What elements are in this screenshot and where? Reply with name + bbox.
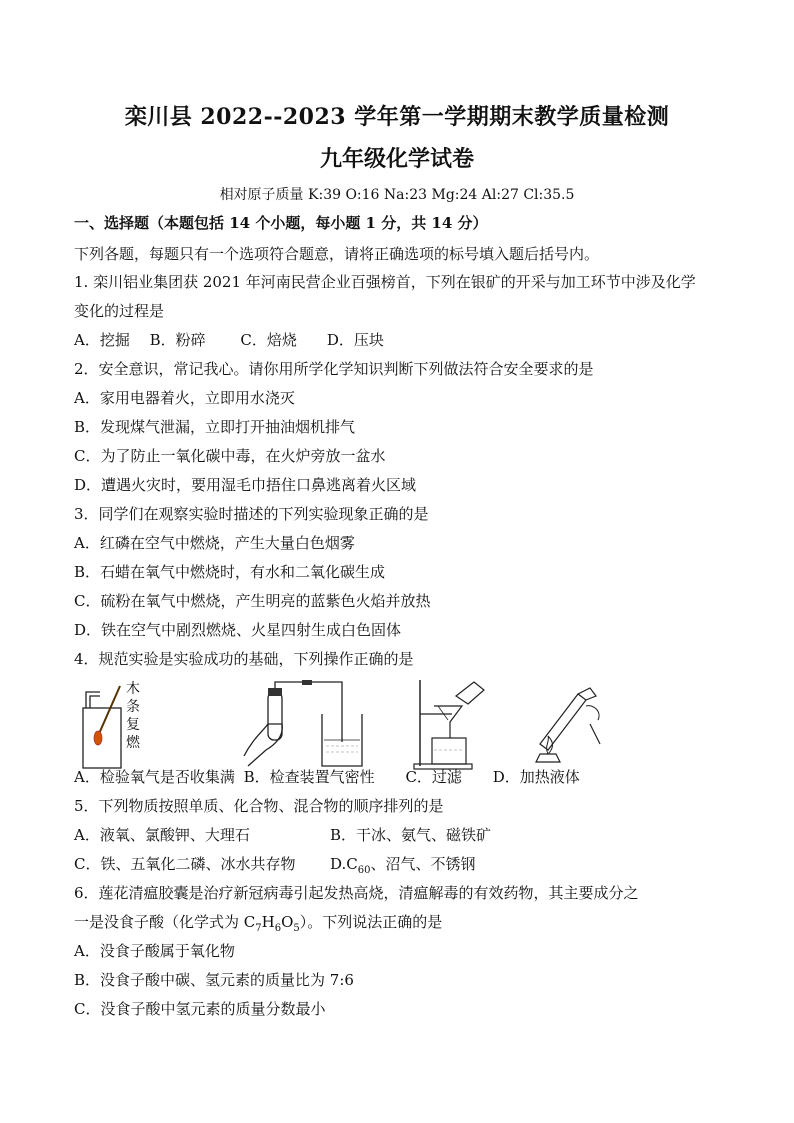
figure-a-caption: 木条复燃 xyxy=(126,681,140,751)
exam-subtitle: 九年级化学试卷 xyxy=(319,146,474,172)
q5-option-d: $D.C_{60}$、沼气、不锈钢 xyxy=(330,855,476,876)
exam-title: 栾川县 2022--2023 学年第一学期期末教学质量检测 xyxy=(124,104,670,130)
q5-option-c: C．铁、五氧化二磷、冰水共存物 xyxy=(74,855,296,873)
q3-option-d: D．铁在空气中剧烈燃烧、火星四射生成白色固体 xyxy=(74,621,402,639)
q5-option-b: B．干冰、氨气、磁铁矿 xyxy=(330,826,492,844)
q4-options xyxy=(74,766,580,787)
q6-option-c: C．没食子酸中氢元素的质量分数最小 xyxy=(74,1000,326,1018)
q5-stem: 5．下列物质按照单质、化合物、混合物的顺序排列的是 xyxy=(74,797,444,815)
q6-option-b: B．没食子酸中碳、氢元素的质量比为 7:6 xyxy=(74,971,354,989)
q1-stem-line1: 1. 栾川铝业集团获 2021 年河南民营企业百强榜首，下列在银矿的开采与加工环节中涉及化学 xyxy=(74,273,696,291)
section-heading: 一、选择题（本题包括 14 个小题，每小题 1 分，共 14 分） xyxy=(74,214,488,232)
section-instructions: 下列各题，每题只有一个选项符合题意，请将正确选项的标号填入题后括号内。 xyxy=(74,245,600,263)
q4-stem: 4．规范实验是实验成功的基础，下列操作正确的是 xyxy=(74,650,414,668)
q5-option-a: A．液氧、氯酸钾、大理石 xyxy=(74,826,250,844)
q2-option-c: C．为了防止一氧化碳中毒，在火炉旁放一盆水 xyxy=(74,447,386,465)
q3-option-b: B．石蜡在氧气中燃烧时，有水和二氧化碳生成 xyxy=(74,563,386,581)
q4-option-b: B．检查装置气密性 xyxy=(243,768,375,786)
figure-heating-liquid xyxy=(520,684,604,768)
q1-options: A．挖掘 B．粉碎 C．焙烧 D．压块 xyxy=(74,331,384,349)
atomic-masses: 相对原子质量 K:39 O:16 Na:23 Mg:24 Al:27 Cl:35.5 xyxy=(219,187,575,203)
q2-option-a: A．家用电器着火，立即用水浇灭 xyxy=(74,389,295,407)
q3-stem: 3．同学们在观察实验时描述的下列实验现象正确的是 xyxy=(74,505,429,523)
q4-option-a: A．检验氧气是否收集满 xyxy=(74,768,235,786)
figure-filtration xyxy=(412,676,492,770)
q3-option-c: C．硫粉在氧气中燃烧，产生明亮的蓝紫色火焰并放热 xyxy=(74,592,431,610)
q6-option-a: A．没食子酸属于氧化物 xyxy=(74,942,235,960)
q6-stem-line2: 一是没食子酸（化学式为 $C_7H_6O_5$）。下列说法正确的是 xyxy=(74,913,443,934)
q3-option-a: A．红磷在空气中燃烧，产生大量白色烟雾 xyxy=(74,534,355,552)
q1-stem-line2: 变化的过程是 xyxy=(74,302,165,320)
q2-stem: 2．安全意识，常记我心。请你用所学化学知识判断下列做法符合安全要求的是 xyxy=(74,360,594,378)
figure-airtightness xyxy=(238,680,368,770)
q2-option-b: B．发现煤气泄漏，立即打开抽油烟机排气 xyxy=(74,418,356,436)
q4-option-d: D．加热液体 xyxy=(492,768,580,786)
q2-option-d: D．遭遇火灾时，要用湿毛巾捂住口鼻逃离着火区域 xyxy=(74,476,417,494)
q6-stem-line1: 6．莲花清瘟胶囊是治疗新冠病毒引起发热高烧，清瘟解毒的有效药物，其主要成分之 xyxy=(74,884,639,902)
q4-option-c: C．过滤 xyxy=(405,768,462,786)
